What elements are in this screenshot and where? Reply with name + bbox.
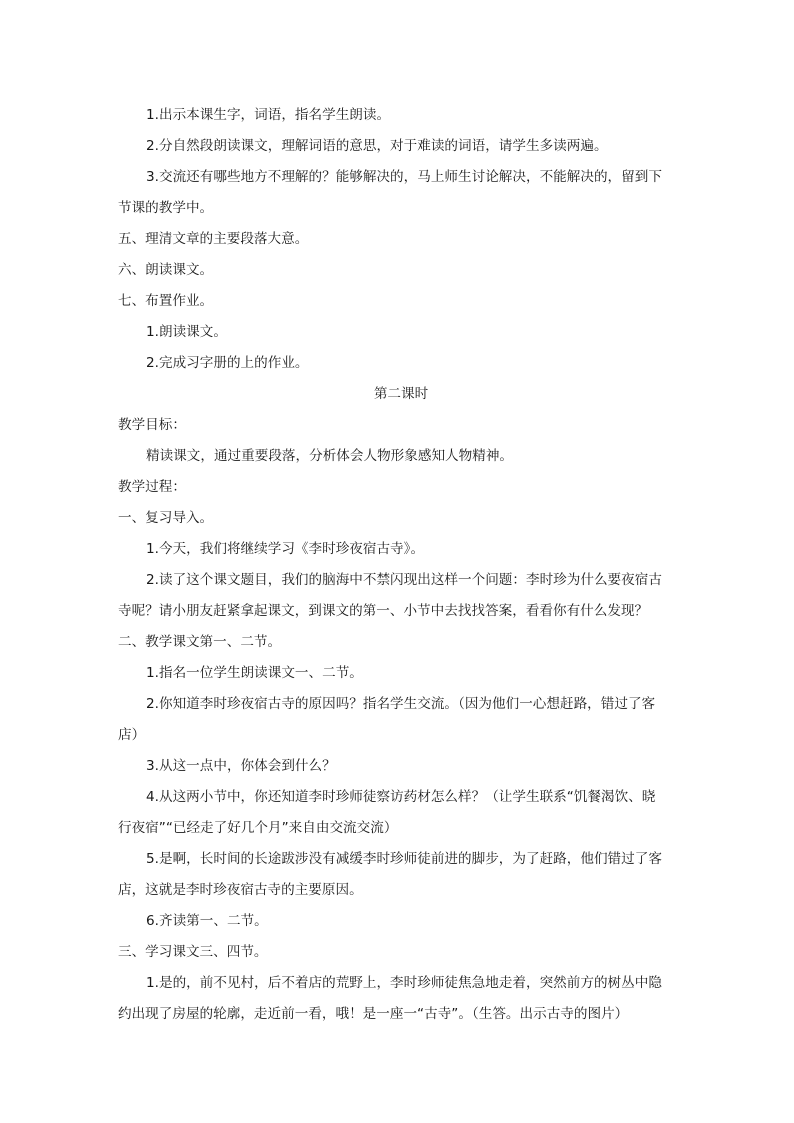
process-heading: 教学过程： xyxy=(118,479,186,495)
lesson-title: 第二课时 xyxy=(373,386,429,402)
list-item: 2.你知道李时珍夜宿古寺的原因吗？指名学生交流。（因为他们一心想赶路，错过了客 xyxy=(146,696,656,712)
section-heading: 六、朗读课文。 xyxy=(118,262,214,278)
section-heading: 三、学习课文三、四节。 xyxy=(118,944,268,960)
list-item-continuation: 寺呢？请小朋友赶紧拿起课文，到课文的第一、小节中去找找答案，看看你有什么发现？ xyxy=(118,603,649,619)
list-item: 5.是啊，长时间的长途跋涉没有减缓李时珍师徒前进的脚步，为了赶路，他们错过了客 xyxy=(146,851,662,867)
objectives-text: 精读课文，通过重要段落，分析体会人物形象感知人物精神。 xyxy=(146,448,514,464)
list-item: 4.从这两小节中，你还知道李时珍师徒察访药材怎么样？（让学生联系“饥餐渴饮、晓 xyxy=(146,789,656,805)
list-item-continuation: 行夜宿”“已经走了好几个月”来自由交流交流） xyxy=(118,820,398,836)
section-heading: 七、布置作业。 xyxy=(118,293,214,309)
list-item: 1.出示本课生字，词语，指名学生朗读。 xyxy=(146,107,391,123)
list-item-continuation: 店，这就是李时珍夜宿古寺的主要原因。 xyxy=(118,882,363,898)
list-item: 1.指名一位学生朗读课文一、二节。 xyxy=(146,665,363,681)
list-item: 2.完成习字册的上的作业。 xyxy=(146,355,309,371)
list-item-continuation: 约出现了房屋的轮廓，走近前一看，哦！是一座一“古寺”。（生答。出示古寺的图片） xyxy=(118,1006,629,1022)
list-item: 2.分自然段朗读课文，理解词语的意思，对于难读的词语，请学生多读两遍。 xyxy=(146,138,608,154)
list-item: 1.朗读课文。 xyxy=(146,324,227,340)
list-item: 2.读了这个课文题目，我们的脑海中不禁闪现出这样一个问题：李时珍为什么要夜宿古 xyxy=(146,572,662,588)
section-heading: 一、复习导入。 xyxy=(118,510,214,526)
list-item-continuation: 节课的教学中。 xyxy=(118,200,214,216)
list-item: 1.今天，我们将继续学习《李时珍夜宿古寺》。 xyxy=(146,541,425,557)
list-item-continuation: 店） xyxy=(118,727,146,743)
list-item: 3.从这一点中，你体会到什么？ xyxy=(146,758,336,774)
objectives-heading: 教学目标： xyxy=(118,417,186,433)
section-heading: 二、教学课文第一、二节。 xyxy=(118,634,282,650)
section-heading: 五、理清文章的主要段落大意。 xyxy=(118,231,309,247)
list-item: 3.交流还有哪些地方不理解的？能够解决的，马上师生讨论解决，不能解决的，留到下 xyxy=(146,169,662,185)
document-body xyxy=(118,100,684,1030)
list-item: 1.是的，前不见村，后不着店的荒野上，李时珍师徒焦急地走着，突然前方的树丛中隐 xyxy=(146,975,662,991)
list-item: 6.齐读第一、二节。 xyxy=(146,913,268,929)
